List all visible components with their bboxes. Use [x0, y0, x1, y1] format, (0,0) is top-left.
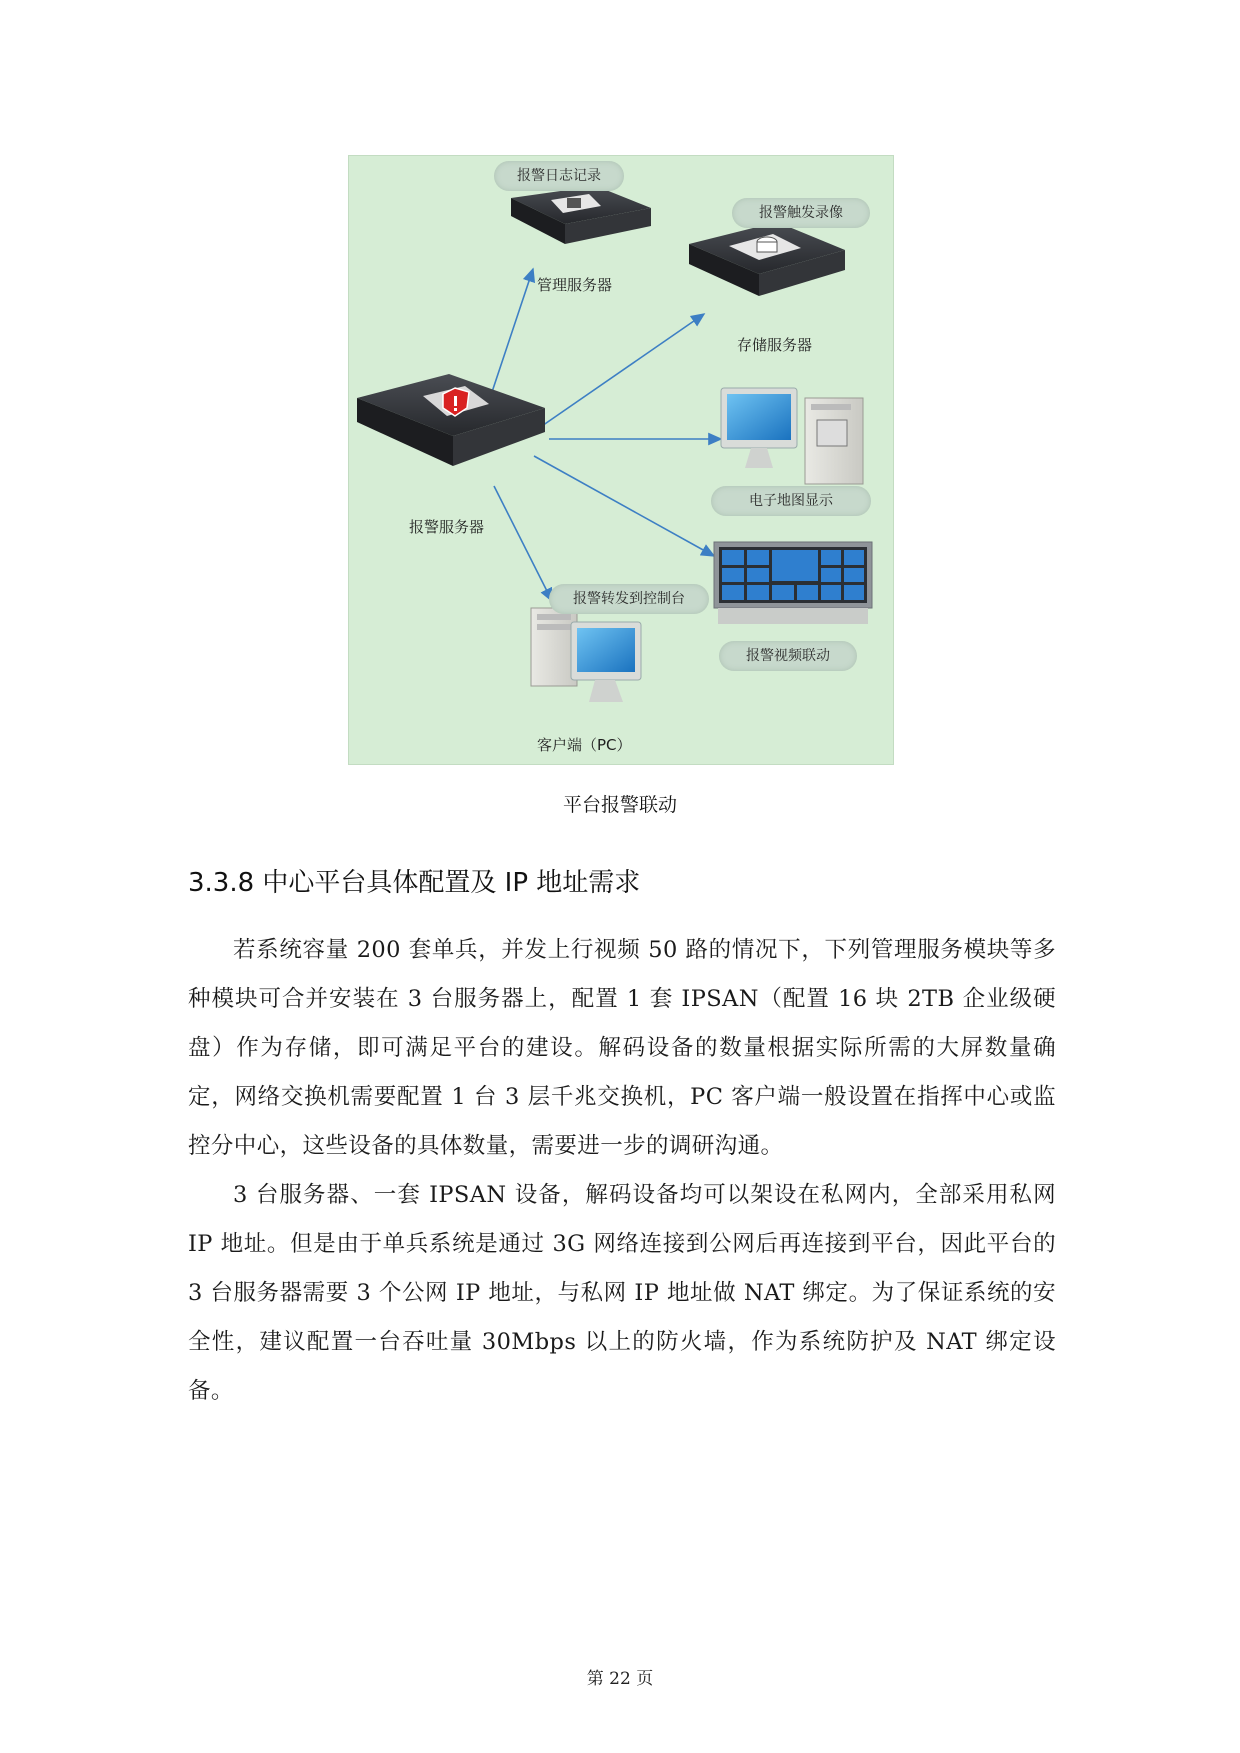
label-client-pc: 客户端（PC） [537, 736, 632, 754]
bubble-forward-console: 报警转发到控制台 [549, 584, 709, 614]
bubble-alarm-record: 报警触发录像 [732, 198, 870, 228]
bubble-video-link: 报警视频联动 [719, 641, 857, 671]
video-wall-icon [714, 542, 872, 624]
page-number: 第 22 页 [586, 1669, 654, 1689]
diagram-graphics [349, 156, 895, 766]
management-server-icon [511, 186, 651, 244]
label-management-server: 管理服务器 [537, 276, 613, 294]
alarm-linkage-diagram [348, 155, 894, 765]
figure-caption: 平台报警联动 [562, 794, 677, 816]
storage-server-icon [689, 222, 845, 296]
label-alarm-server: 报警服务器 [409, 518, 485, 536]
paragraph-2: 3 台服务器、一套 IPSAN 设备，解码设备均可以架设在私网内，全部采用私网 IP 地址。但是由于单兵系统是通过 3G 网络连接到公网后再连接到平台，因此平台的 3 台服务器需要 3 个公网 IP 地址，与私网 IP 地址做 NAT 绑定。为了保证系统的安全性，建议配置一台吞吐量 30Mbps 以上的防火墙，作为系统防护及 NAT 绑定设备。 [188, 1182, 1056, 1404]
bubble-emap: 电子地图显示 [711, 486, 871, 516]
paragraph-1: 若系统容量 200 套单兵，并发上行视频 50 路的情况下，下列管理服务模块等多种模块可合并安装在 3 台服务器上，配置 1 套 IPSAN（配置 16 块 2TB 企业级硬盘）作为存储，即可满足平台的建设。解码设备的数量根据实际所需的大屏数量确定，网络交换机需要配置 1 台 3 层千兆交换机，PC 客户端一般设置在指挥中心或监控分中心，这些设备的具体数量，需要进一步的调研沟通。 [188, 937, 1056, 1159]
arrow-to-video-wall [534, 456, 714, 556]
arrow-to-client-pc [494, 486, 552, 601]
label-storage-server: 存储服务器 [737, 336, 813, 354]
section-title: 3.3.8 中心平台具体配置及 IP 地址需求 [188, 868, 641, 898]
emap-pc-icon [721, 388, 863, 484]
arrow-to-management-server [489, 269, 533, 401]
client-pc-icon [531, 608, 641, 702]
alarm-server-icon [357, 374, 545, 466]
arrow-to-storage-server [539, 314, 704, 428]
bubble-alarm-log: 报警日志记录 [494, 161, 624, 191]
